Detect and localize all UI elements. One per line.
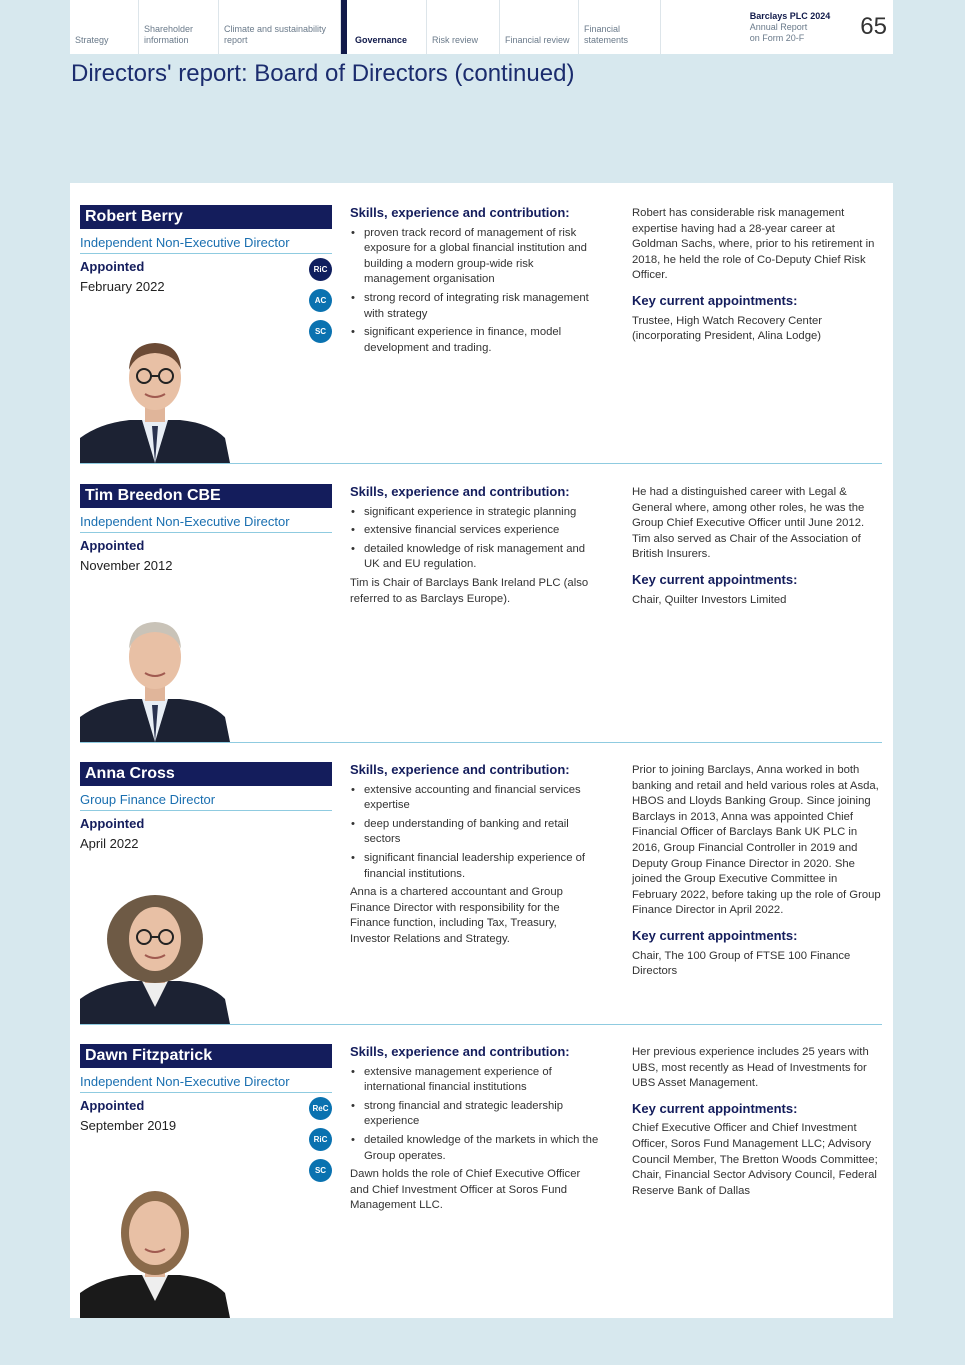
director-name: Dawn Fitzpatrick xyxy=(80,1044,332,1068)
tab-shareholder-information[interactable]: Shareholder information xyxy=(139,0,219,54)
directors-card xyxy=(70,183,893,1318)
director-section xyxy=(80,1044,882,1318)
director-bio: Robert has considerable risk management expertise having had a 28-year career at Goldman Sachs, where, prior to his retirement in 2018, he held the role of Co-Deputy Chief Risk Officer. xyxy=(632,207,875,282)
key-appointments: Chair, The 100 Group of FTSE 100 Finance Directors xyxy=(632,949,851,978)
appointed-label: Appointed xyxy=(80,1098,145,1113)
tab-financial-statements[interactable]: Financial statements xyxy=(579,0,661,54)
committee-badge: AC xyxy=(309,289,332,312)
director-role: Independent Non-Executive Director xyxy=(80,1068,332,1093)
appointed-label: Appointed xyxy=(80,538,145,553)
appointed-date: February 2022 xyxy=(80,279,165,294)
key-appointments-heading: Key current appointments: xyxy=(632,927,798,943)
skills-heading: Skills, experience and contribution: xyxy=(350,205,570,220)
brand-title: Barclays PLC 2024 xyxy=(749,10,831,21)
tab-financial-review[interactable]: Financial review xyxy=(500,0,579,54)
skill-item: • strong record of integrating risk management with strategy xyxy=(350,291,600,322)
director-name: Anna Cross xyxy=(80,762,332,786)
skills-note: Anna is a chartered accountant and Group Finance Director with responsibility for the Finance function, including Tax, Treasury, Investor Relations and Strategy. xyxy=(350,886,563,945)
key-appointments-heading: Key current appointments: xyxy=(632,1100,798,1116)
key-appointments-heading: Key current appointments: xyxy=(632,292,798,308)
brand-sub1: Annual Report xyxy=(749,21,808,32)
section-nav xyxy=(70,0,893,54)
skill-item: • detailed knowledge of the markets in which the Group operates. xyxy=(350,1133,600,1164)
director-name: Robert Berry xyxy=(80,205,332,229)
key-appointments-heading: Key current appointments: xyxy=(632,571,798,587)
key-appointments: Chief Executive Officer and Chief Investment Officer, Soros Fund Management LLC; Advisory Council Member, The Bretton Woods Committee; Chair, Financial Sector Advisory Council, Federal Reserve Bank of Dallas xyxy=(632,1122,878,1197)
brand-sub2: on Form 20-F xyxy=(749,32,805,43)
director-photo xyxy=(80,328,230,463)
appointed-date: April 2022 xyxy=(80,836,139,851)
director-role: Independent Non-Executive Director xyxy=(80,229,332,254)
skill-item: • extensive accounting and financial services expertise xyxy=(350,783,600,814)
report-brand xyxy=(750,0,893,54)
director-section xyxy=(80,762,882,1025)
page-number: 65 xyxy=(860,13,887,40)
director-role: Group Finance Director xyxy=(80,786,332,811)
skills-heading: Skills, experience and contribution: xyxy=(350,762,570,777)
director-photo xyxy=(80,889,230,1024)
committee-badge: ReC xyxy=(309,1097,332,1120)
tab-governance[interactable]: Governance xyxy=(341,0,427,54)
skill-item: • significant experience in strategic planning xyxy=(350,505,600,521)
skills-heading: Skills, experience and contribution: xyxy=(350,484,570,499)
tab-strategy[interactable]: Strategy xyxy=(70,0,139,54)
skills-list xyxy=(350,783,600,883)
committee-badges xyxy=(309,258,332,343)
skill-item: • proven track record of management of risk exposure for a global financial institution and building a modern group-wide risk management organisation xyxy=(350,226,600,288)
committee-badges xyxy=(309,1097,332,1182)
skills-note: Dawn holds the role of Chief Executive Officer and Chief Investment Officer at Soros Fund Management LLC. xyxy=(350,1168,581,1212)
skills-heading: Skills, experience and contribution: xyxy=(350,1044,570,1059)
committee-badge: SC xyxy=(309,1159,332,1182)
key-appointments: Chair, Quilter Investors Limited xyxy=(632,593,787,606)
director-section xyxy=(80,205,882,464)
skill-item: • deep understanding of banking and retail sectors xyxy=(350,817,600,848)
director-bio: Her previous experience includes 25 years with UBS, most recently as Head of Investments for UBS Asset Management. xyxy=(632,1046,869,1090)
skill-item: • significant experience in finance, model development and trading. xyxy=(350,325,600,356)
director-section xyxy=(80,484,882,743)
committee-badge: RiC xyxy=(309,258,332,281)
director-bio: He had a distinguished career with Legal & General where, among other roles, he was the Group Chief Executive Officer until June 2012. Tim also served as Chair of the Association of British Insurers. xyxy=(632,486,865,561)
appointed-label: Appointed xyxy=(80,259,145,274)
skill-item: • strong financial and strategic leadership experience xyxy=(350,1099,600,1130)
director-name: Tim Breedon CBE xyxy=(80,484,332,508)
skill-item: • significant financial leadership experience of financial institutions. xyxy=(350,851,600,882)
director-photo xyxy=(80,1183,230,1318)
key-appointments: Trustee, High Watch Recovery Center (incorporating President, Alina Lodge) xyxy=(632,314,823,343)
appointed-date: November 2012 xyxy=(80,558,173,573)
tab-climate[interactable]: Climate and sustainability report xyxy=(219,0,341,54)
skill-item: • detailed knowledge of risk management and UK and EU regulation. xyxy=(350,542,600,573)
director-photo xyxy=(80,607,230,742)
skills-note: Tim is Chair of Barclays Bank Ireland PLC (also referred to as Barclays Europe). xyxy=(350,576,589,605)
appointed-date: September 2019 xyxy=(80,1118,177,1133)
committee-badge: SC xyxy=(309,320,332,343)
skill-item: • extensive management experience of international financial institutions xyxy=(350,1065,600,1096)
committee-badge: RiC xyxy=(309,1128,332,1151)
skills-list xyxy=(350,1065,600,1165)
director-role: Independent Non-Executive Director xyxy=(80,508,332,533)
tab-risk-review[interactable]: Risk review xyxy=(427,0,500,54)
skills-list xyxy=(350,226,600,357)
skills-list xyxy=(350,505,600,573)
appointed-label: Appointed xyxy=(80,816,145,831)
skill-item: • extensive financial services experience xyxy=(350,523,600,539)
director-bio: Prior to joining Barclays, Anna worked in both banking and retail and held various roles at Asda, HBOS and Lloyds Banking Group. Since joining Barclays in 2013, Anna was appointed Chief Financial Officer of Barclays Bank UK PLC in 2016, Group Financial Controller in 2019 and Deputy Group Finance Director in 2020. She joined the Group Executive Committee in February 2022, before taking up the role of Group Finance Director in April 2022. xyxy=(632,764,881,917)
page-title: Directors' report: Board of Directors (continued) xyxy=(71,60,575,87)
